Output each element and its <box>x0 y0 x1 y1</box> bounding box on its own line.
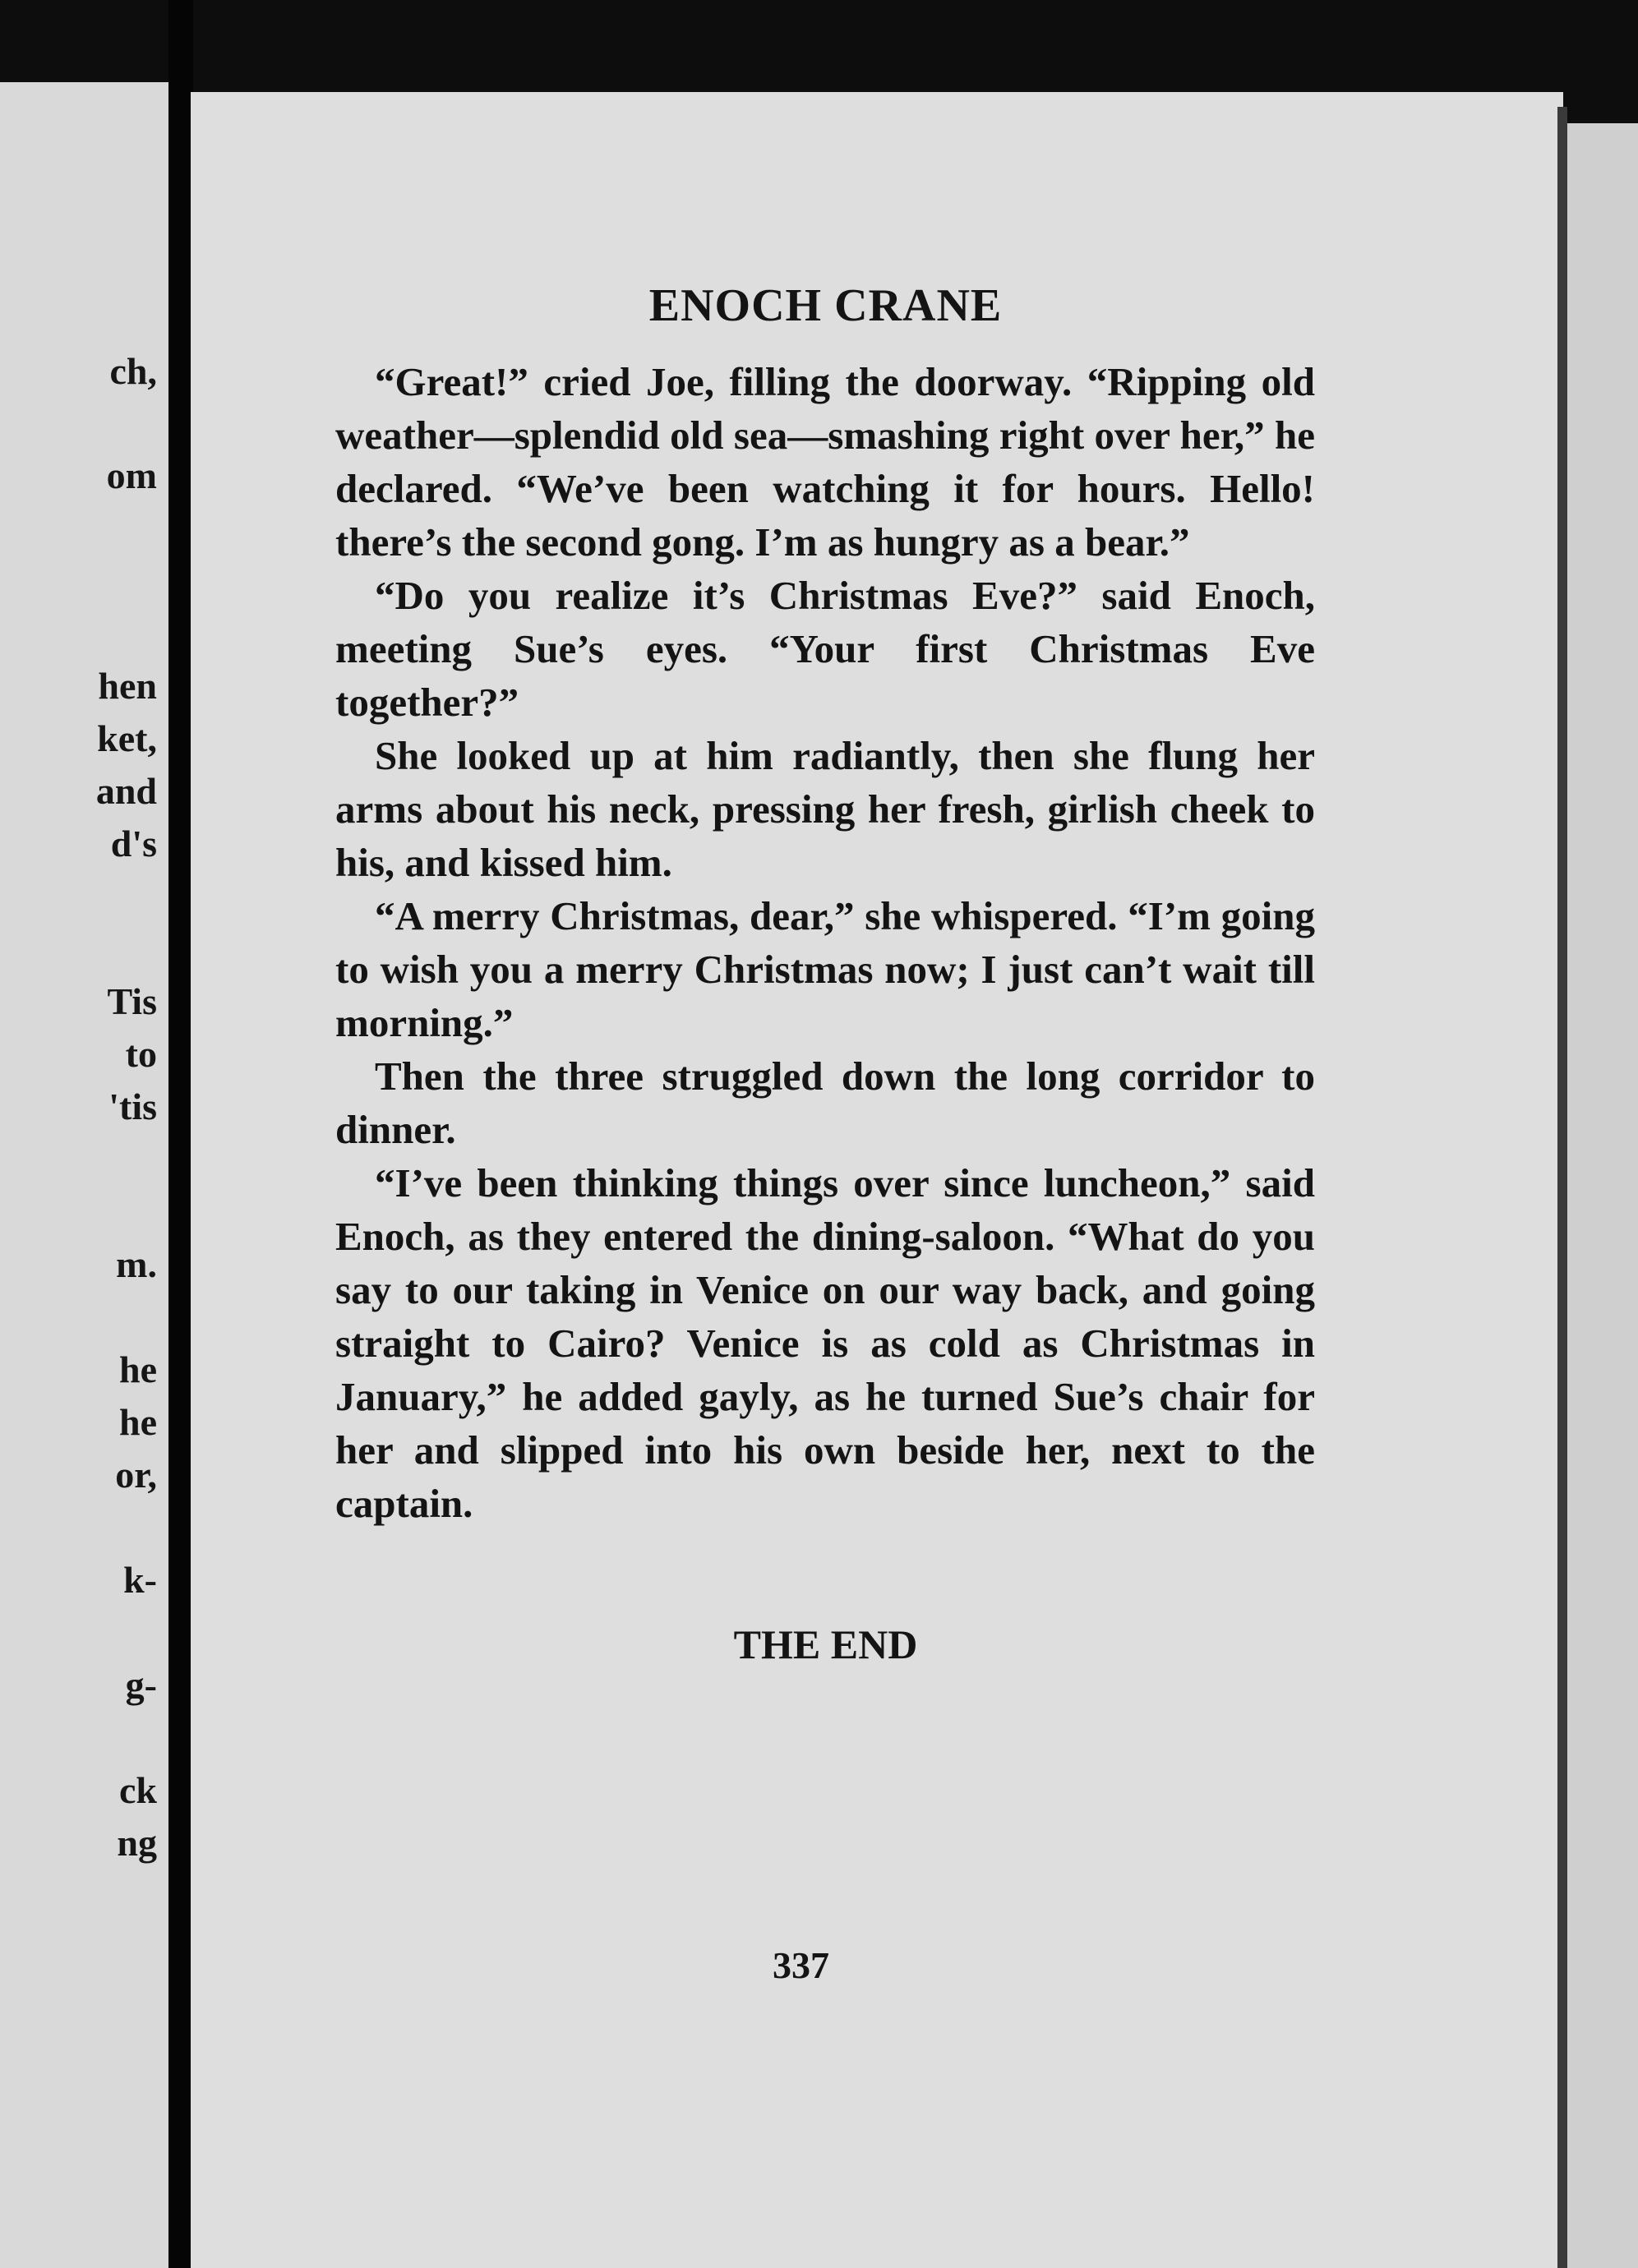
page-number: 337 <box>773 1944 829 1986</box>
page-edge-shadow <box>1557 107 1567 2268</box>
left-page-text-fragment: he <box>119 1348 157 1390</box>
left-page-text-fragment: ch, <box>109 350 157 392</box>
left-page-text-fragment: ng <box>117 1822 157 1864</box>
paragraph: Then the three struggled down the long corridor to dinner. <box>335 1053 1315 1152</box>
left-page-text-fragment: Tis <box>107 980 157 1022</box>
left-page-text-fragment: g- <box>125 1664 157 1706</box>
body-text <box>335 355 1315 1530</box>
left-page-text-fragment: ket, <box>97 717 157 759</box>
left-page-text-fragment: hen <box>98 665 157 707</box>
left-page-text-fragment: om <box>106 454 157 496</box>
left-page-text-fragment: to <box>125 1033 157 1075</box>
left-facing-page <box>0 82 168 2268</box>
running-head: ENOCH CRANE <box>648 280 1003 331</box>
left-page-text-fragment: m. <box>116 1243 157 1285</box>
left-page-text-fragment: ck <box>119 1769 157 1811</box>
right-page-edge <box>1567 123 1638 2268</box>
left-page-text-fragment: d's <box>110 823 157 864</box>
the-end-heading: THE END <box>733 1621 918 1667</box>
book-gutter <box>168 0 193 2268</box>
left-page-text-fragment: or, <box>115 1454 157 1496</box>
paragraph: “A merry Christmas, dear,” she whispered. “I’m going to wish you a merry Christmas now; I just can’t wait till morning.” <box>335 893 1315 1045</box>
paragraph: “Do you realize it’s Christmas Eve?” said Enoch, meeting Sue’s eyes. “Your first Christmas Eve together?” <box>335 573 1315 725</box>
paragraph: “I’ve been thinking things over since luncheon,” said Enoch, as they entered the dining-saloon. “What do you say to our taking in Venice on our way back, and going straight to Cairo? Venice is as cold as Christmas in January,” he added gayly, as he turned Sue’s chair for her and slipped into his own beside her, next to the captain. <box>335 1160 1315 1526</box>
left-page-text-fragment: 'tis <box>108 1086 157 1127</box>
left-page-text-fragment: and <box>95 770 157 812</box>
left-page-text-fragment: k- <box>123 1559 157 1601</box>
left-page-text-fragment: he <box>119 1401 157 1443</box>
paragraph: She looked up at him radiantly, then she flung her arms about his neck, pressing her fresh, girlish cheek to his, and kissed him. <box>335 733 1315 885</box>
paragraph: “Great!” cried Joe, filling the doorway. “Ripping old weather—splendid old sea—smashing right over her,” he declared. “We’ve been watching it for hours. Hello! there’s the second gong. I’m as hungry as a bear.” <box>335 359 1315 565</box>
